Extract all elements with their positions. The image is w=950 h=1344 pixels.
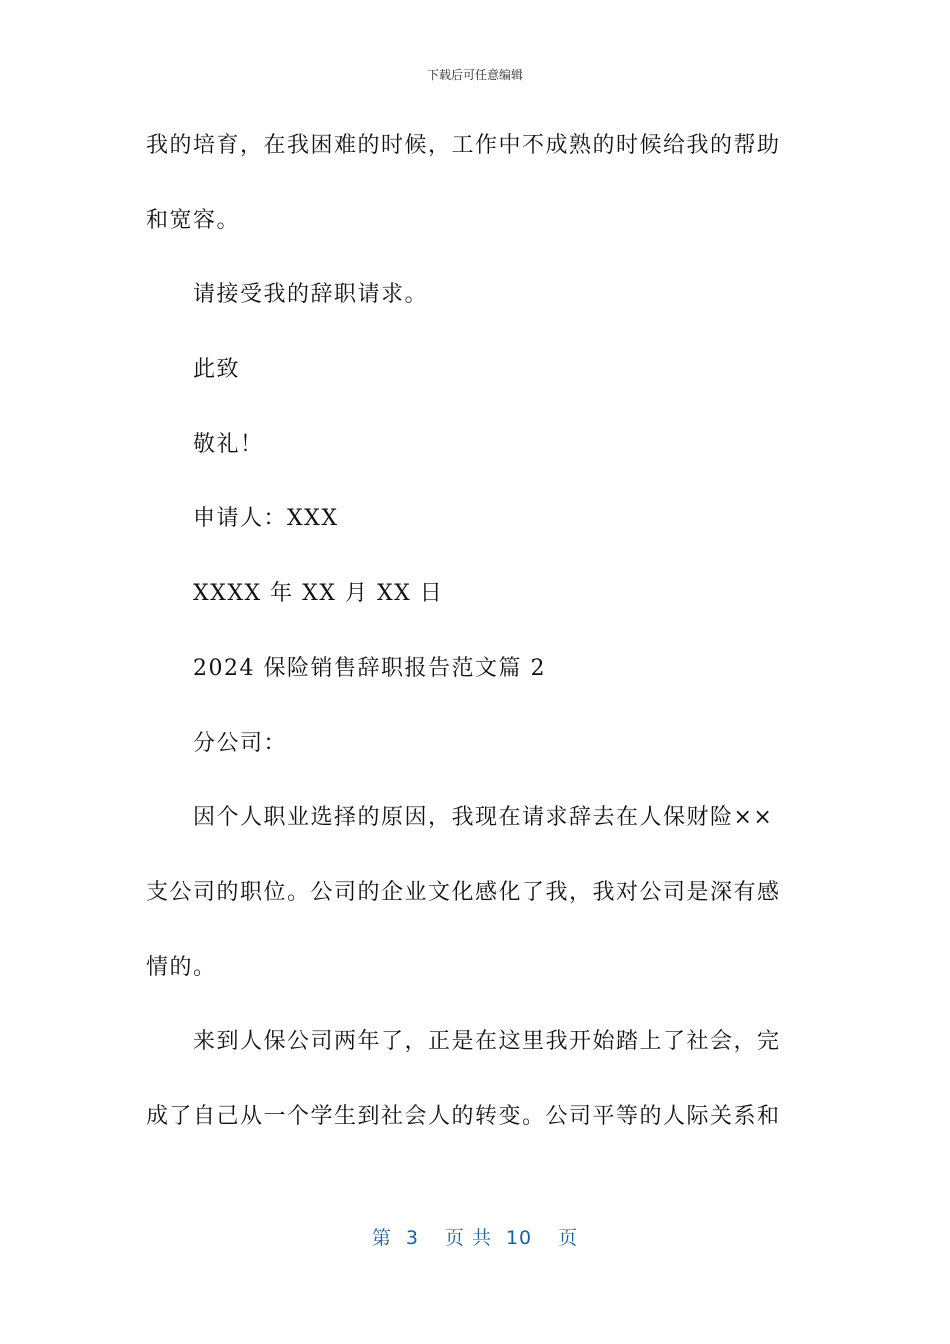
section-title: 2024 保险销售辞职报告范文篇 2 xyxy=(193,655,546,681)
body-line: 成了自己从一个学生到社会人的转变。公司平等的人际关系和 xyxy=(146,1103,781,1129)
body-line: 情的。 xyxy=(146,954,217,980)
body-line: 和宽容。 xyxy=(146,207,241,233)
page-number-footer xyxy=(0,1224,950,1252)
footer-middle: 页 共 xyxy=(444,1227,492,1249)
total-page-count: 10 xyxy=(505,1227,533,1249)
recipient-line: 分公司： xyxy=(193,730,288,756)
closing-regards: 敬礼！ xyxy=(193,431,264,457)
footer-prefix: 第 xyxy=(371,1227,392,1249)
body-line: 因个人职业选择的原因，我现在请求辞去在人保财险×× xyxy=(193,805,774,831)
date-line: XXXX 年 XX 月 XX 日 xyxy=(193,581,444,607)
body-line: 我的培育，在我困难的时候，工作中不成熟的时候给我的帮助 xyxy=(146,133,781,158)
page-header-note: 下载后可任意编辑 xyxy=(426,68,523,82)
body-line: 支公司的职位。公司的企业文化感化了我，我对公司是深有感 xyxy=(146,879,781,905)
applicant-line: 申请人：XXX xyxy=(193,506,339,532)
document-body xyxy=(146,120,796,1166)
closing-salutation: 此致 xyxy=(193,357,241,383)
current-page-number: 3 xyxy=(405,1227,419,1249)
footer-suffix: 页 xyxy=(558,1227,579,1249)
body-line: 来到人保公司两年了，正是在这里我开始踏上了社会，完 xyxy=(193,1029,781,1055)
body-line: 请接受我的辞职请求。 xyxy=(193,282,429,308)
